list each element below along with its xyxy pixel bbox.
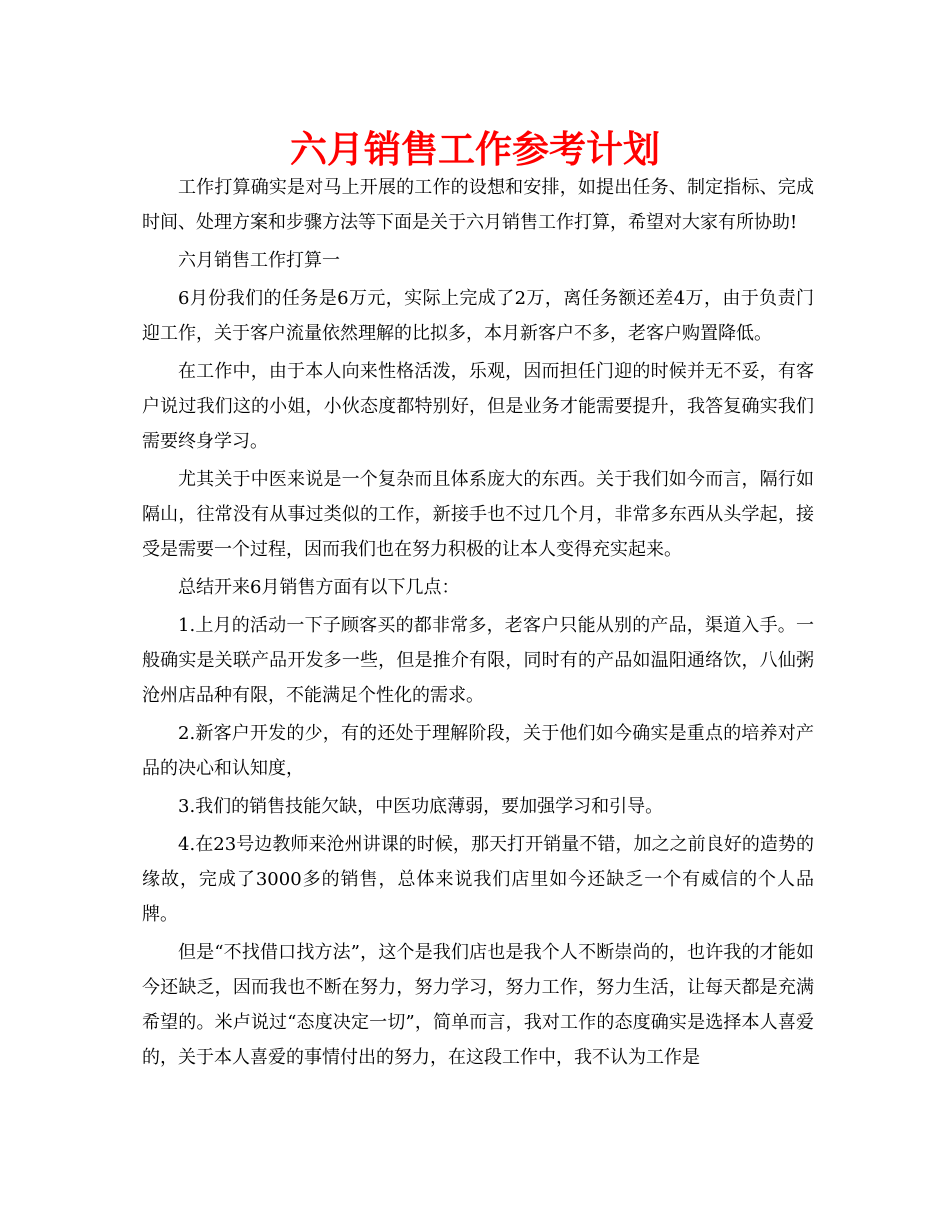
paragraph: 在工作中，由于本人向来性格活泼，乐观，因而担任门迎的时候并无不妥，有客户说过我们这的小姐，小伙态度都特别好，但是业务才能需要提升，我答复确实我们需要终身学习。 — [142, 361, 814, 452]
paragraph: 尤其关于中医来说是一个复杂而且体系庞大的东西。关于我们如今而言，隔行如隔山，往常没有从事过类似的工作，新接手也不过几个月，非常多东西从头学起，接受是需要一个过程，因而我们也在努力积极的让本人变得充实起来。 — [142, 469, 814, 560]
paragraph-point-2: 2.新客户开发的少，有的还处于理解阶段，关于他们如今确实是重点的培养对产品的决心和认知度， — [142, 723, 814, 779]
paragraph-point-3: 3.我们的销售技能欠缺，中医功底薄弱，要加强学习和引导。 — [178, 796, 664, 817]
paragraph-summary-heading: 总结开来6月销售方面有以下几点： — [178, 577, 460, 598]
document-body — [142, 170, 814, 1078]
paragraph-section-heading: 六月销售工作打算一 — [178, 250, 340, 271]
document-title: 六月销售工作参考计划 — [290, 128, 660, 171]
paragraph: 但是“不找借口找方法”，这个是我们店也是我个人不断崇尚的，也许我的才能如今还缺乏，因而我也不断在努力，努力学习，努力工作，努力生活，让每天都是充满希望的。米卢说过“态度决定一切”，简单而言，我对工作的态度确实是选择本人喜爱的，关于本人喜爱的事情付出的努力，在这段工作中，我不认为工作是 — [142, 942, 814, 1068]
paragraph: 6月份我们的任务是6万元，实际上完成了2万，离任务额还差4万，由于负责门迎工作，关于客户流量依然理解的比拟多，本月新客户不多，老客户购置降低。 — [142, 288, 814, 344]
paragraph-point-1: 1.上月的活动一下子顾客买的都非常多，老客户只能从别的产品，渠道入手。一般确实是关联产品开发多一些，但是推介有限，同时有的产品如温阳通络饮，八仙粥沧州店品种有限，不能满足个性化的需求。 — [142, 615, 814, 706]
paragraph-point-4: 4.在23号边教师来沧州讲课的时候，那天打开销量不错，加之之前良好的造势的缘故，完成了3000多的销售，总体来说我们店里如今还缺乏一个有威信的个人品牌。 — [142, 834, 814, 925]
paragraph-intro: 工作打算确实是对马上开展的工作的设想和安排，如提出任务、制定指标、完成时间、处理方案和步骤方法等下面是关于六月销售工作打算，希望对大家有所协助! — [142, 177, 814, 233]
